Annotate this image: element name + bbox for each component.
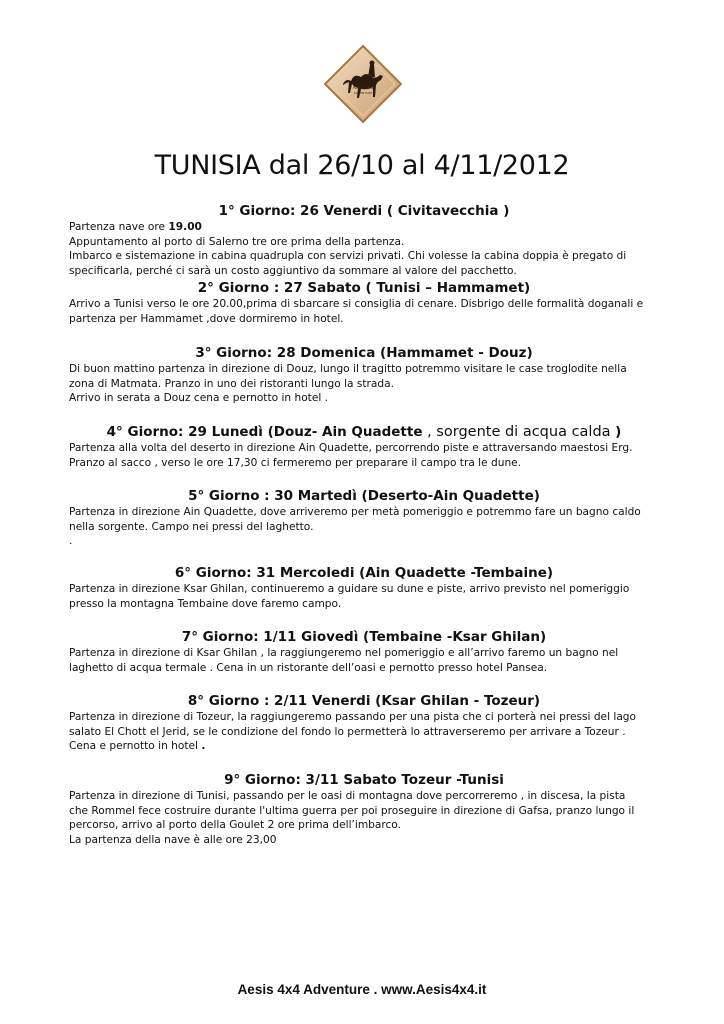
day-heading-note: , sorgente di acqua calda	[422, 424, 616, 440]
company-logo	[323, 44, 403, 124]
day-text-line: Partenza in direzione di Tunisi, passando per le oasi di montagna dove percorreremo , in discesa, la pista	[69, 790, 626, 802]
day-section-3	[69, 345, 659, 406]
day-heading: 6° Giorno: 31 Mercoledi (Ain Quadette -Tembaine)	[174, 565, 554, 581]
page-footer: Aesis 4x4 Adventure . www.Aesis4x4.it	[237, 982, 487, 997]
day-heading: 9° Giorno: 3/11 Sabato Tozeur -Tunisi	[224, 772, 504, 788]
logo-text-line2: ADVENTURE	[353, 91, 373, 95]
day-section-9	[69, 772, 659, 847]
day-section-7	[69, 629, 659, 675]
day-text-line: Di buon mattino partenza in direzione di Douz, lungo il tragitto potremmo visitare le case troglodite nella	[69, 363, 627, 375]
camel-rider-icon	[323, 44, 403, 124]
departure-time: 19.00	[168, 221, 202, 233]
day-text-line: Partenza in direzione di Tozeur, la raggiungeremo passando per una pista che ci porterà nei pressi del lago	[69, 711, 637, 723]
day-heading: 1° Giorno: 26 Venerdi ( Civitavecchia )	[218, 203, 510, 219]
day-text-line: Arrivo in serata a Douz cena e pernotto in hotel .	[69, 392, 329, 405]
day-text-line: nella sorgente. Campo nei pressi del laghetto.	[69, 520, 314, 533]
day-text-span: Cena e pernotto in hotel	[69, 740, 202, 753]
day-text-line: percorso, arrivo al porto della Goulet 2 ore prima dell’imbarco.	[69, 819, 401, 832]
day-text-line: Partenza alla volta del deserto in direzione Ain Quadette, percorrendo piste e attraversando maestosi Erg.	[69, 442, 633, 454]
departure-label: Partenza nave ore	[69, 221, 169, 233]
day-text-line	[69, 220, 659, 235]
day-heading: 5° Giorno : 30 Martedì (Deserto-Ain Quadette)	[188, 488, 540, 504]
day-heading-main: 4° Giorno: 29 Lunedì (Douz- Ain Quadette	[106, 424, 423, 440]
day-text-line: .	[69, 535, 73, 548]
day-text-line	[69, 739, 659, 754]
day-section-6	[69, 565, 659, 611]
day-heading	[69, 424, 659, 441]
day-section-2	[69, 280, 659, 326]
logo-text-line1: AESIS 4X4	[352, 85, 374, 90]
day-text-line: Arrivo a Tunisi verso le ore 20.00,prima di sbarcare si consiglia di cenare. Disbrigo delle formalità doganali e	[69, 298, 644, 310]
day-heading: 2° Giorno : 27 Sabato ( Tunisi – Hammamet)	[197, 280, 531, 296]
day-text-line: Partenza in direzione Ksar Ghilan, continueremo a guidare su dune e piste, arrivo previsto nel pomeriggio	[69, 583, 630, 595]
day-text-line: Partenza in direzione di Ksar Ghilan , la raggiungeremo nel pomeriggio e all’arrivo faremo un bagno nel	[69, 647, 619, 659]
day-heading: 8° Giorno : 2/11 Venerdi (Ksar Ghilan - Tozeur)	[187, 693, 541, 709]
day-text-line: presso la montagna Tembaine dove faremo campo.	[69, 597, 342, 610]
day-text-line: salato El Chott el Jerid, se le condizione del fondo lo permetterà lo attraverseremo per arrivare a Tozeur .	[69, 725, 626, 738]
day-text-line: Imbarco e sistemazione in cabina quadrupla con servizi privati. Chi volesse la cabina doppia è pregato di	[69, 250, 627, 263]
day-heading: 7° Giorno: 1/11 Giovedì (Tembaine -Ksar Ghilan)	[181, 629, 547, 645]
day-text-line: La partenza della nave è alle ore 23,00	[69, 833, 277, 846]
day-section-5	[69, 488, 659, 549]
day-section-8	[69, 693, 659, 754]
day-text-line: laghetto di acqua termale . Cena in un ristorante dell’oasi e pernotto presso hotel Pansea.	[69, 661, 548, 674]
page-title: TUNISIA dal 26/10 al 4/11/2012	[154, 150, 570, 181]
day-section-1	[69, 203, 659, 278]
day-text-line: Pranzo al sacco , verso le ore 17,30 ci fermeremo per preparare il campo tra le dune.	[69, 456, 522, 469]
day-heading-end: )	[615, 424, 622, 440]
day-text-line: che Rommel fece costruire durante l'ultima guerra per poi proseguire in direzione di Gafsa, pranzo lungo il	[69, 804, 635, 817]
day-section-4	[69, 424, 659, 470]
day-text-line: Appuntamento al porto di Salerno tre ore prima della partenza.	[69, 235, 405, 248]
day-heading: 3° Giorno: 28 Domenica (Hammamet - Douz)	[195, 345, 533, 361]
day-text-line: specificarla, perché ci sarà un costo aggiuntivo da sommare al valore del pacchetto.	[69, 264, 517, 277]
day-text-bold: .	[201, 740, 206, 753]
day-text-line: partenza per Hammamet ,dove dormiremo in hotel.	[69, 312, 344, 325]
day-text-line: Partenza in direzione Ain Quadette, dove arriveremo per metà pomeriggio e potremmo fare un bagno caldo	[69, 506, 641, 518]
day-text-line: zona di Matmata. Pranzo in uno dei ristoranti lungo la strada.	[69, 377, 394, 390]
